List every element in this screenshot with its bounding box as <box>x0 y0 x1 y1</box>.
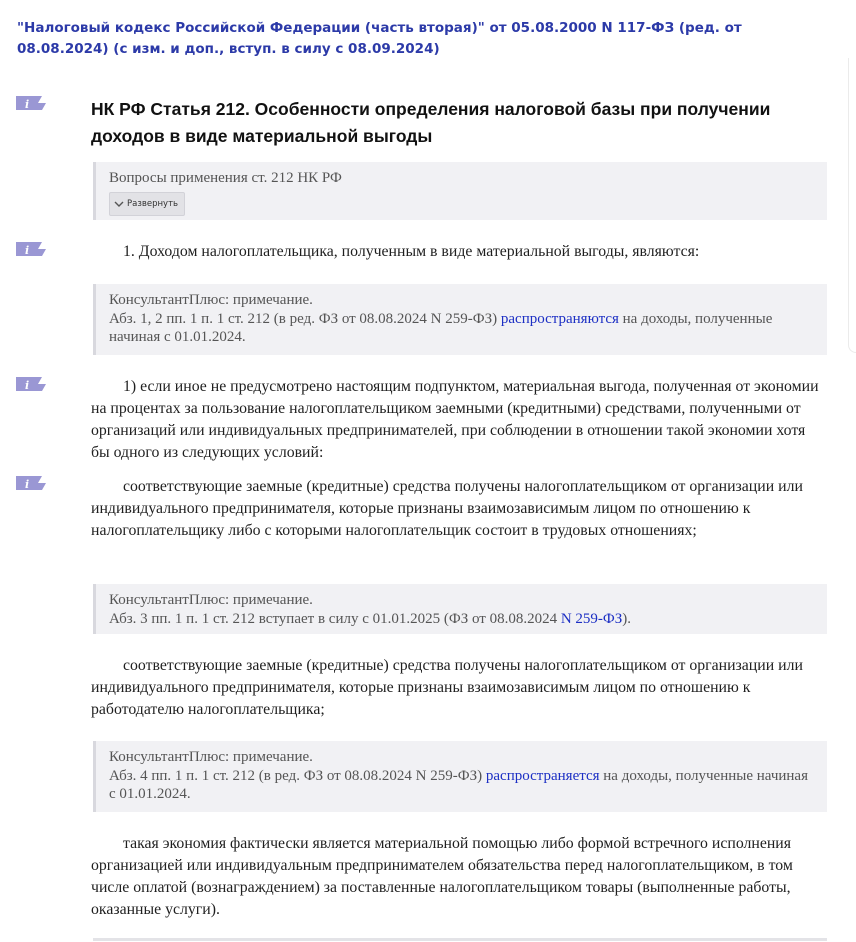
expand-button-label: Развернуть <box>127 198 179 209</box>
note-body: Абз. 3 пп. 1 п. 1 ст. 212 вступает в силу с 01.01.2025 (ФЗ от 08.08.2024 N 259-ФЗ). <box>109 610 632 627</box>
expand-button[interactable] <box>109 192 185 217</box>
note-body: Абз. 1, 2 пп. 1 п. 1 ст. 212 (в ред. ФЗ от 08.08.2024 N 259-ФЗ) распространяются на доходы, полученные начиная с 01.01.2024. <box>109 310 773 345</box>
paragraph: 1. Доходом налогоплательщика, полученным в виде материальной выгоды, являются: <box>123 243 700 260</box>
svg-text:i: i <box>25 98 30 111</box>
questions-box <box>93 162 827 220</box>
svg-text:i: i <box>25 478 30 491</box>
info-flag-icon[interactable] <box>16 96 46 116</box>
article-heading: НК РФ Статья 212. Особенности определения налоговой базы при получении доходов в виде материальной выгоды <box>91 99 771 146</box>
note-link[interactable]: N 259-ФЗ <box>560 610 623 627</box>
questions-box-text: Вопросы применения ст. 212 НК РФ <box>109 170 342 186</box>
document-title-link[interactable]: "Налоговый кодекс Российской Федерации (часть вторая)" от 05.08.2000 N 117-ФЗ (ред. от 08.08.2024) (с изм. и доп., вступ. в силу с 08.09.2024) <box>17 20 742 57</box>
note-link[interactable]: распространяется <box>485 767 600 784</box>
consultant-note <box>93 741 827 812</box>
side-panel-edge <box>848 58 856 353</box>
svg-text:i: i <box>25 379 30 392</box>
info-flag-icon[interactable] <box>16 242 46 262</box>
info-flag-icon[interactable] <box>16 377 46 397</box>
paragraph: соответствующие заемные (кредитные) средства получены налогоплательщиком от организации или индивидуального предпринимателя, которые признаны взаимозависимым лицом по отношению к работодателю налогоплательщика; <box>91 657 803 718</box>
note-header: КонсультантПлюс: примечание. <box>109 749 313 765</box>
svg-text:i: i <box>25 244 30 257</box>
chevron-down-icon <box>114 200 124 208</box>
paragraph: 1) если иное не предусмотрено настоящим подпунктом, материальная выгода, полученная от экономии на процентах за пользование налогоплательщиком заемными (кредитными) средствами, полученными от организаций или индивидуальных предпринимателей, при соблюдении в отношении такой экономии хотя бы одного из следующих условий: <box>91 378 819 461</box>
note-link[interactable]: распространяются <box>500 310 619 327</box>
paragraph: такая экономия фактически является материальной помощью либо формой встречного исполнения организацией или индивидуальным предпринимателем обязательства перед налогоплательщиком, в том числе оплатой (вознаграждением) за поставленные налогоплательщиком товары (выполненные работы, оказанные услуги). <box>91 835 793 918</box>
consultant-note <box>93 584 827 634</box>
note-header: КонсультантПлюс: примечание. <box>109 292 313 308</box>
note-body: Абз. 4 пп. 1 п. 1 ст. 212 (в ред. ФЗ от 08.08.2024 N 259-ФЗ) распространяется на доходы, полученные начиная с 01.01.2024. <box>109 767 808 802</box>
next-note-edge <box>93 938 827 941</box>
paragraph: соответствующие заемные (кредитные) средства получены налогоплательщиком от организации или индивидуального предпринимателя, которые признаны взаимозависимым лицом по отношению к налогоплательщику либо с которыми налогоплательщик состоит в трудовых отношениях; <box>91 478 803 539</box>
info-flag-icon[interactable] <box>16 476 46 496</box>
consultant-note <box>93 284 827 355</box>
note-header: КонсультантПлюс: примечание. <box>109 592 313 608</box>
